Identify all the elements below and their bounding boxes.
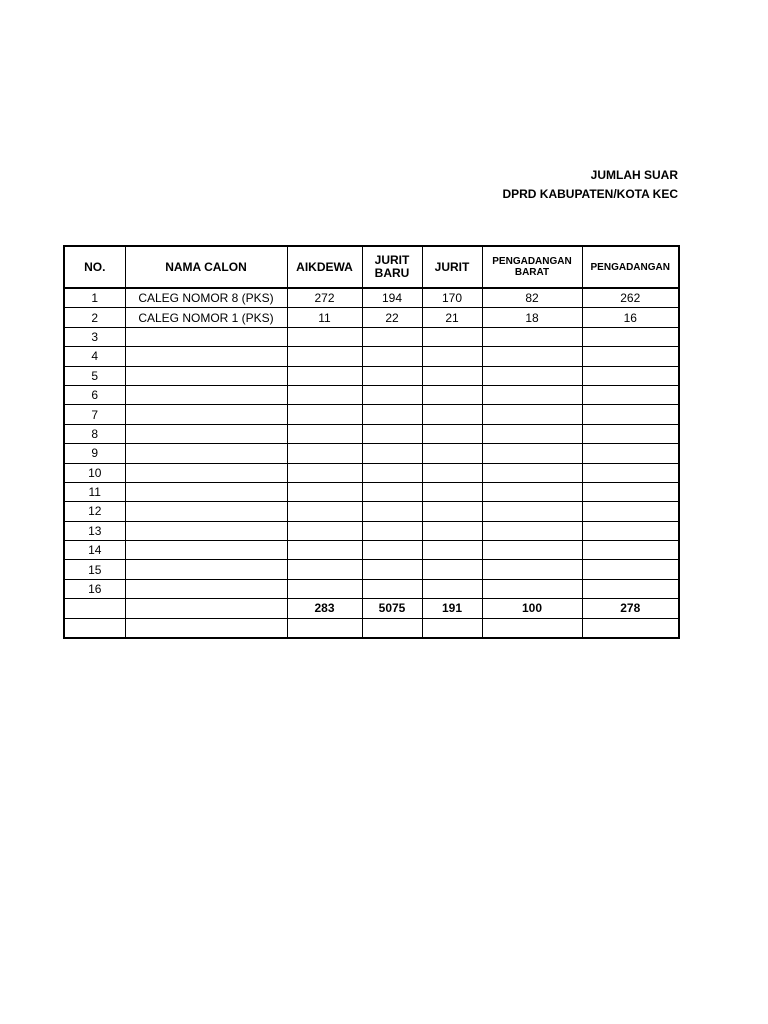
cell-pengadangan bbox=[582, 424, 679, 443]
cell-no: 4 bbox=[64, 347, 125, 366]
cell-nama-calon bbox=[125, 482, 287, 501]
cell-jurit-baru bbox=[362, 618, 422, 638]
cell-pengadangan-barat bbox=[482, 541, 582, 560]
cell-jurit-baru bbox=[362, 347, 422, 366]
cell-aikdewa bbox=[287, 463, 362, 482]
cell-jurit bbox=[422, 521, 482, 540]
cell-jurit: 170 bbox=[422, 288, 482, 308]
cell-nama-calon bbox=[125, 444, 287, 463]
cell-jurit bbox=[422, 482, 482, 501]
cell-aikdewa bbox=[287, 618, 362, 638]
cell-aikdewa bbox=[287, 385, 362, 404]
cell-pengadangan-barat bbox=[482, 424, 582, 443]
cell-no: 12 bbox=[64, 502, 125, 521]
cell-jurit-baru bbox=[362, 560, 422, 579]
cell-jurit bbox=[422, 579, 482, 598]
table-row bbox=[64, 541, 679, 560]
cell-nama-calon bbox=[125, 599, 287, 618]
cell-pengadangan-barat bbox=[482, 482, 582, 501]
cell-nama-calon: CALEG NOMOR 8 (PKS) bbox=[125, 288, 287, 308]
cell-pengadangan-barat bbox=[482, 579, 582, 598]
cell-no: 2 bbox=[64, 308, 125, 327]
table-row bbox=[64, 327, 679, 346]
cell-aikdewa bbox=[287, 424, 362, 443]
cell-aikdewa bbox=[287, 482, 362, 501]
cell-pengadangan-barat bbox=[482, 444, 582, 463]
cell-jurit-baru bbox=[362, 521, 422, 540]
cell-no: 3 bbox=[64, 327, 125, 346]
cell-pengadangan bbox=[582, 618, 679, 638]
cell-no: 8 bbox=[64, 424, 125, 443]
table-row bbox=[64, 385, 679, 404]
cell-jurit-baru bbox=[362, 385, 422, 404]
cell-jurit: 191 bbox=[422, 599, 482, 618]
cell-pengadangan: 262 bbox=[582, 288, 679, 308]
cell-pengadangan bbox=[582, 482, 679, 501]
col-header-aikdewa: AIKDEWA bbox=[287, 246, 362, 288]
cell-jurit bbox=[422, 347, 482, 366]
cell-nama-calon bbox=[125, 405, 287, 424]
col-header-pengadangan: PENGADANGAN bbox=[582, 246, 679, 288]
cell-pengadangan-barat bbox=[482, 618, 582, 638]
cell-aikdewa bbox=[287, 347, 362, 366]
cell-no: 10 bbox=[64, 463, 125, 482]
cell-pengadangan bbox=[582, 366, 679, 385]
cell-no: 14 bbox=[64, 541, 125, 560]
cell-nama-calon bbox=[125, 424, 287, 443]
table-row bbox=[64, 521, 679, 540]
cell-nama-calon bbox=[125, 463, 287, 482]
table-row bbox=[64, 366, 679, 385]
cell-jurit bbox=[422, 366, 482, 385]
cell-aikdewa bbox=[287, 521, 362, 540]
table-row bbox=[64, 579, 679, 598]
cell-jurit bbox=[422, 541, 482, 560]
col-header-jurit-baru: JURIT BARU bbox=[362, 246, 422, 288]
cell-nama-calon bbox=[125, 366, 287, 385]
cell-nama-calon bbox=[125, 560, 287, 579]
cell-pengadangan: 16 bbox=[582, 308, 679, 327]
cell-jurit-baru bbox=[362, 482, 422, 501]
blank-row bbox=[64, 618, 679, 638]
table-row bbox=[64, 308, 679, 327]
cell-jurit bbox=[422, 385, 482, 404]
cell-pengadangan: 278 bbox=[582, 599, 679, 618]
cell-no bbox=[64, 599, 125, 618]
cell-aikdewa bbox=[287, 366, 362, 385]
cell-no: 7 bbox=[64, 405, 125, 424]
header-row bbox=[64, 246, 679, 288]
cell-nama-calon bbox=[125, 502, 287, 521]
cell-aikdewa bbox=[287, 327, 362, 346]
cell-aikdewa bbox=[287, 560, 362, 579]
cell-pengadangan bbox=[582, 347, 679, 366]
cell-jurit bbox=[422, 327, 482, 346]
cell-jurit-baru bbox=[362, 579, 422, 598]
report-subtitle: DPRD KABUPATEN/KOTA KEC bbox=[502, 187, 678, 201]
cell-jurit-baru bbox=[362, 405, 422, 424]
cell-jurit bbox=[422, 502, 482, 521]
cell-no: 16 bbox=[64, 579, 125, 598]
cell-aikdewa: 283 bbox=[287, 599, 362, 618]
cell-pengadangan bbox=[582, 405, 679, 424]
cell-nama-calon bbox=[125, 347, 287, 366]
cell-no: 9 bbox=[64, 444, 125, 463]
cell-no: 11 bbox=[64, 482, 125, 501]
cell-pengadangan-barat bbox=[482, 347, 582, 366]
cell-jurit bbox=[422, 560, 482, 579]
cell-nama-calon bbox=[125, 618, 287, 638]
cell-nama-calon: CALEG NOMOR 1 (PKS) bbox=[125, 308, 287, 327]
cell-no: 13 bbox=[64, 521, 125, 540]
cell-nama-calon bbox=[125, 521, 287, 540]
cell-jurit bbox=[422, 405, 482, 424]
cell-jurit bbox=[422, 424, 482, 443]
cell-no: 15 bbox=[64, 560, 125, 579]
table-row bbox=[64, 288, 679, 308]
cell-jurit-baru bbox=[362, 463, 422, 482]
cell-aikdewa bbox=[287, 541, 362, 560]
cell-pengadangan-barat bbox=[482, 327, 582, 346]
cell-pengadangan-barat bbox=[482, 521, 582, 540]
cell-nama-calon bbox=[125, 579, 287, 598]
cell-no: 6 bbox=[64, 385, 125, 404]
cell-pengadangan-barat bbox=[482, 560, 582, 579]
cell-jurit-baru bbox=[362, 327, 422, 346]
table-row bbox=[64, 502, 679, 521]
cell-pengadangan-barat: 18 bbox=[482, 308, 582, 327]
cell-jurit-baru: 5075 bbox=[362, 599, 422, 618]
cell-pengadangan bbox=[582, 560, 679, 579]
cell-jurit bbox=[422, 463, 482, 482]
cell-nama-calon bbox=[125, 541, 287, 560]
cell-no: 5 bbox=[64, 366, 125, 385]
cell-pengadangan-barat bbox=[482, 502, 582, 521]
cell-pengadangan bbox=[582, 541, 679, 560]
cell-aikdewa bbox=[287, 502, 362, 521]
col-header-pengadangan-barat: PENGADANGAN BARAT bbox=[482, 246, 582, 288]
cell-jurit-baru bbox=[362, 424, 422, 443]
totals-row bbox=[64, 599, 679, 618]
cell-pengadangan-barat: 100 bbox=[482, 599, 582, 618]
cell-pengadangan bbox=[582, 463, 679, 482]
table-row bbox=[64, 424, 679, 443]
table-row bbox=[64, 347, 679, 366]
col-header-jurit: JURIT bbox=[422, 246, 482, 288]
cell-pengadangan bbox=[582, 385, 679, 404]
cell-pengadangan bbox=[582, 521, 679, 540]
cell-pengadangan bbox=[582, 444, 679, 463]
table-row bbox=[64, 482, 679, 501]
cell-nama-calon bbox=[125, 385, 287, 404]
cell-pengadangan-barat bbox=[482, 463, 582, 482]
cell-pengadangan bbox=[582, 579, 679, 598]
report-title: JUMLAH SUAR bbox=[590, 168, 678, 182]
cell-jurit-baru: 22 bbox=[362, 308, 422, 327]
cell-no bbox=[64, 618, 125, 638]
cell-jurit-baru bbox=[362, 541, 422, 560]
col-header-no: NO. bbox=[64, 246, 125, 288]
cell-jurit-baru: 194 bbox=[362, 288, 422, 308]
cell-aikdewa: 272 bbox=[287, 288, 362, 308]
cell-pengadangan-barat: 82 bbox=[482, 288, 582, 308]
cell-pengadangan-barat bbox=[482, 385, 582, 404]
cell-aikdewa bbox=[287, 405, 362, 424]
cell-jurit-baru bbox=[362, 502, 422, 521]
cell-aikdewa: 11 bbox=[287, 308, 362, 327]
cell-jurit bbox=[422, 618, 482, 638]
cell-jurit: 21 bbox=[422, 308, 482, 327]
cell-nama-calon bbox=[125, 327, 287, 346]
cell-aikdewa bbox=[287, 579, 362, 598]
cell-jurit bbox=[422, 444, 482, 463]
cell-no: 1 bbox=[64, 288, 125, 308]
table-row bbox=[64, 444, 679, 463]
col-header-nama-calon: NAMA CALON bbox=[125, 246, 287, 288]
cell-pengadangan bbox=[582, 327, 679, 346]
cell-jurit-baru bbox=[362, 444, 422, 463]
table-row bbox=[64, 463, 679, 482]
table-row bbox=[64, 405, 679, 424]
cell-pengadangan-barat bbox=[482, 366, 582, 385]
cell-jurit-baru bbox=[362, 366, 422, 385]
table-row bbox=[64, 560, 679, 579]
cell-pengadangan bbox=[582, 502, 679, 521]
cell-pengadangan-barat bbox=[482, 405, 582, 424]
cell-aikdewa bbox=[287, 444, 362, 463]
vote-tally-table bbox=[63, 245, 680, 639]
